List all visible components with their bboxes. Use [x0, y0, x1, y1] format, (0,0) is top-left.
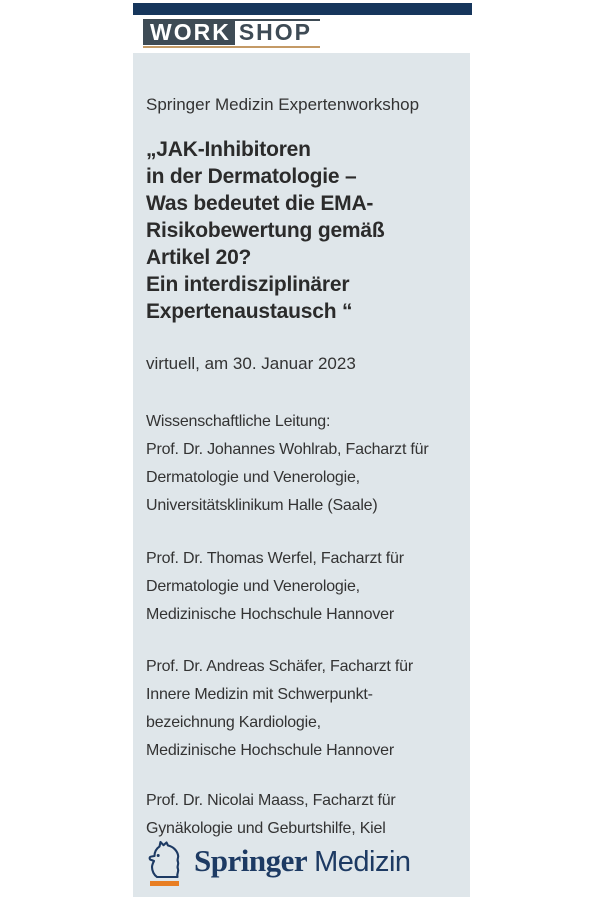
- series-subtitle: Springer Medizin Expertenworkshop: [146, 95, 420, 114]
- leader-line: Prof. Dr. Johannes Wohlrab, Facharzt für: [146, 441, 429, 458]
- event-title-line: Was bedeutet die EMA-: [146, 192, 374, 215]
- event-title: [146, 136, 462, 325]
- event-title-line: in der Dermatologie –: [146, 165, 357, 188]
- leader-entry: [146, 787, 462, 843]
- leader-line: Prof. Dr. Thomas Werfel, Facharzt für: [146, 550, 404, 567]
- event-title-line: „JAK-Inhibitoren: [146, 138, 311, 161]
- leader-line: Innere Medizin mit Schwerpunkt-: [146, 686, 373, 703]
- scientific-leadership: [146, 408, 462, 843]
- brand-wordmark: [194, 843, 411, 887]
- workshop-logo-shop: SHOP: [235, 19, 320, 45]
- leader-line: bezeichnung Kardiologie,: [146, 714, 321, 731]
- leader-line: Gynäkologie und Geburtshilfe, Kiel: [146, 820, 386, 837]
- event-title-line: Risikobewertung gemäß: [146, 219, 385, 242]
- event-title-line: Ein interdisziplinärer: [146, 273, 350, 296]
- leader-line: Medizinische Hochschule Hannover: [146, 606, 394, 623]
- event-title-line: Artikel 20?: [146, 246, 252, 269]
- leader-line: Medizinische Hochschule Hannover: [146, 742, 394, 759]
- springer-medizin-logo: [146, 839, 411, 887]
- leader-line: Prof. Dr. Andreas Schäfer, Facharzt für: [146, 658, 413, 675]
- leader-line: Dermatologie und Venerologie,: [146, 469, 360, 486]
- leader-entry: [146, 653, 462, 765]
- workshop-logotype: [143, 19, 320, 48]
- leader-line: Dermatologie und Venerologie,: [146, 578, 360, 595]
- brand-name-medizin: Medizin: [314, 846, 411, 878]
- leader-line: Prof. Dr. Nicolai Maass, Facharzt für: [146, 792, 396, 809]
- leader-line: Universitätsklinikum Halle (Saale): [146, 497, 378, 514]
- leader-entry: [146, 436, 462, 520]
- workshop-logo-work: WORK: [143, 19, 235, 45]
- leadership-heading: Wissenschaftliche Leitung:: [146, 413, 331, 430]
- event-title-line: Expertenaustausch “: [146, 300, 353, 323]
- leader-entry: [146, 545, 462, 629]
- brand-name-springer: Springer: [194, 843, 308, 878]
- flyer-panel: [133, 53, 470, 897]
- springer-horse-icon: [146, 839, 184, 887]
- event-date: virtuell, am 30. Januar 2023: [146, 354, 356, 373]
- top-accent-bar: [133, 3, 472, 15]
